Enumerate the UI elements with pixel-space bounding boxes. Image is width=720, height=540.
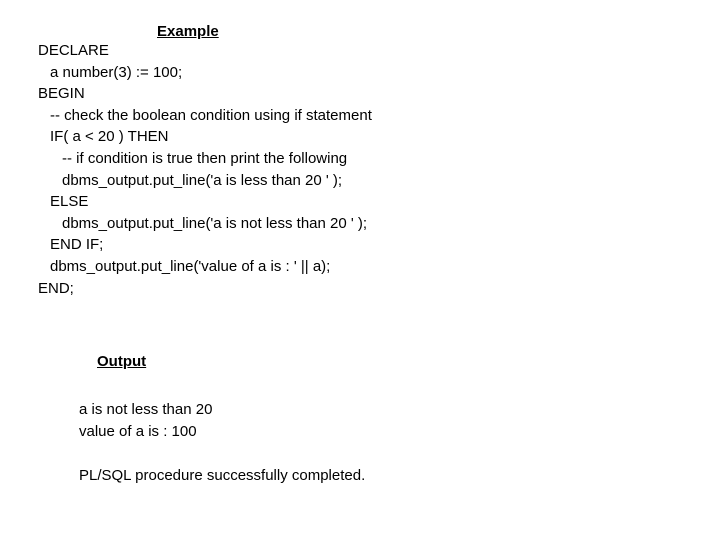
code-line: dbms_output.put_line('value of a is : ' || a); [50,257,331,275]
code-line: dbms_output.put_line('a is not less than 20 ' ); [62,214,368,232]
code-line: -- check the boolean condition using if statement [50,106,372,124]
output-heading: Output [97,353,147,370]
code-line: BEGIN [38,85,85,103]
output-block [79,399,212,443]
output-line: value of a is : 100 [79,423,197,440]
code-line: IF( a < 20 ) THEN [50,128,169,146]
code-line: END; [38,279,74,297]
code-line: dbms_output.put_line('a is less than 20 ' ); [62,171,343,189]
completion-message: PL/SQL procedure successfully completed. [79,467,366,484]
code-line: DECLARE [38,42,109,59]
code-line: ELSE [50,193,89,211]
example-heading: Example [157,23,219,40]
code-line: END IF; [50,236,104,254]
code-line: a number(3) := 100; [50,63,183,81]
code-line: -- if condition is true then print the following [62,149,348,167]
output-line: a is not less than 20 [79,401,213,418]
code-block [38,40,372,299]
